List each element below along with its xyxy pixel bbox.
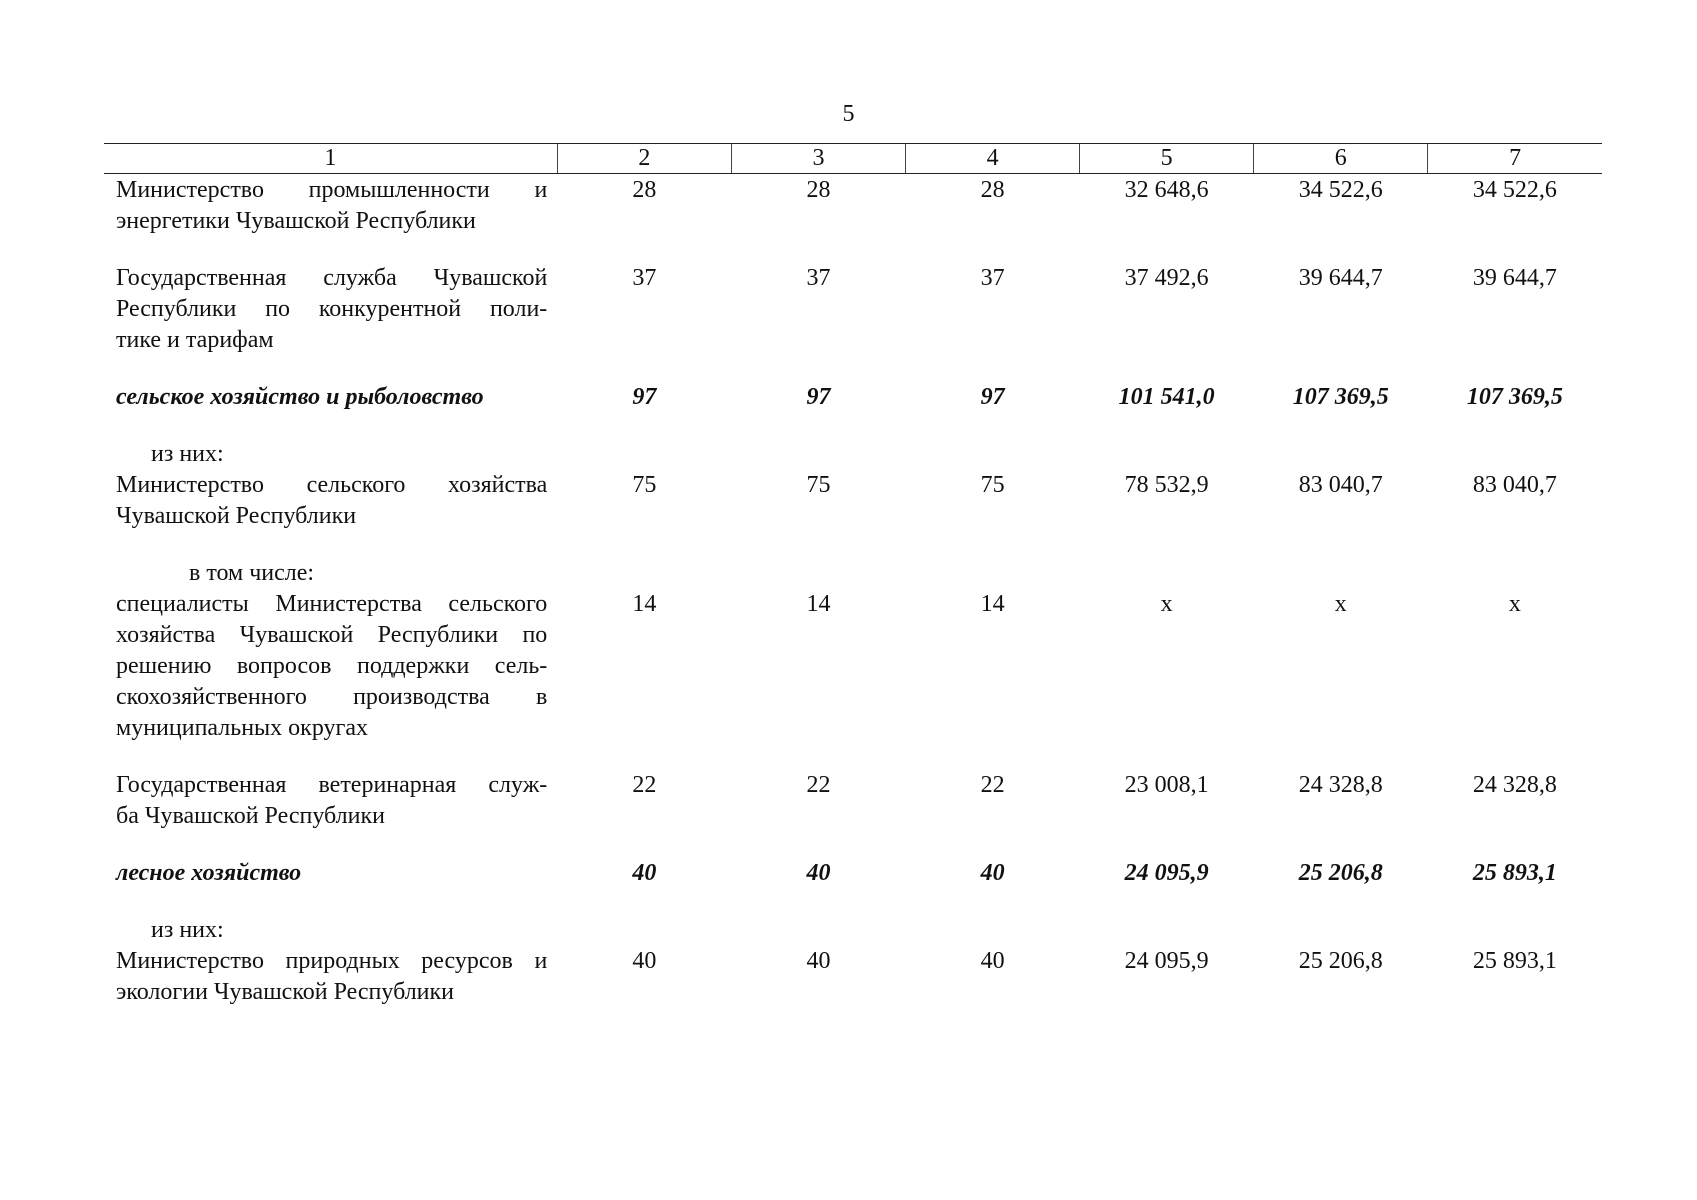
row-name-line: тике и тарифам [116, 327, 274, 353]
value-cell-col-2: 40 [632, 860, 657, 886]
column-header: 2 [557, 144, 731, 174]
value-cell-col-7: 24 328,8 [1472, 772, 1557, 798]
value-cell-col-4: 28 [980, 177, 1005, 203]
value-cell-col-7: 34 522,6 [1472, 177, 1557, 203]
value-cell-col-5: 32 648,6 [1124, 177, 1209, 203]
value-cell-col-4: 75 [980, 472, 1005, 498]
value-cell-col-3: 37 [806, 265, 831, 291]
row-name-line: Министерство сельского хозяйства [116, 472, 548, 498]
value-cell-col-4: 40 [980, 860, 1005, 886]
table-row [104, 413, 1602, 532]
value-cell-col-5: 37 492,6 [1124, 265, 1209, 291]
page-number: 5 [842, 101, 855, 127]
value-cell-col-5: 78 532,9 [1124, 472, 1209, 498]
row-name-line: скохозяйственного производства в [116, 684, 548, 710]
row-prefix-label: из них: [151, 441, 224, 467]
value-cell-col-7: 107 369,5 [1466, 384, 1563, 410]
value-cell-col-7: 39 644,7 [1472, 265, 1557, 291]
row-name-cell [104, 237, 557, 356]
row-prefix-label: в том числе: [189, 560, 315, 586]
row-name-cell [104, 413, 557, 532]
row-name-line: специалисты Министерства сельского [116, 591, 548, 617]
value-cell-col-2: 97 [632, 384, 657, 410]
row-name-cell [104, 832, 557, 889]
value-cell-col-6: 25 206,8 [1298, 948, 1383, 974]
row-name-line: энергетики Чувашской Республики [116, 208, 476, 234]
table-body [104, 174, 1602, 1009]
value-cell-col-7: 83 040,7 [1472, 472, 1557, 498]
value-cell-col-3: 14 [806, 591, 831, 617]
table-row [104, 237, 1602, 356]
row-name-line: хозяйства Чувашской Республики по [116, 622, 548, 648]
value-cell-col-2: 37 [632, 265, 657, 291]
value-cell-col-5: х [1160, 591, 1173, 617]
value-cell-col-6: 107 369,5 [1292, 384, 1389, 410]
value-cell-col-7: х [1508, 591, 1521, 617]
value-cell-col-5: 23 008,1 [1124, 772, 1209, 798]
data-table [104, 143, 1602, 1008]
table-row [104, 889, 1602, 1008]
value-cell-col-5: 24 095,9 [1124, 860, 1209, 886]
value-cell-col-3: 97 [806, 384, 831, 410]
column-header: 1 [104, 144, 557, 174]
row-name-cell [104, 532, 557, 744]
column-header: 3 [731, 144, 905, 174]
row-name-cell [104, 889, 557, 1008]
row-name-line: лесное хозяйство [116, 860, 302, 886]
table-row-section [104, 356, 1602, 413]
row-name-line: Министерство промышленности и [116, 177, 548, 203]
value-cell-col-6: 34 522,6 [1298, 177, 1383, 203]
table-row-section [104, 832, 1602, 889]
value-cell-col-3: 22 [806, 772, 831, 798]
value-cell-col-2: 75 [632, 472, 657, 498]
row-prefix-label: из них: [151, 917, 224, 943]
value-cell-col-3: 28 [806, 177, 831, 203]
value-cell-col-7: 25 893,1 [1472, 948, 1557, 974]
row-name-line: экологии Чувашской Республики [116, 979, 455, 1005]
value-cell-col-5: 24 095,9 [1124, 948, 1209, 974]
column-header: 7 [1428, 144, 1602, 174]
value-cell-col-4: 22 [980, 772, 1005, 798]
value-cell-col-6: 24 328,8 [1298, 772, 1383, 798]
value-cell-col-2: 14 [632, 591, 657, 617]
row-name-line: Республики по конкурентной поли- [116, 296, 548, 322]
value-cell-col-3: 40 [806, 948, 831, 974]
value-cell-col-7: 25 893,1 [1472, 860, 1557, 886]
row-name-line: сельское хозяйство и рыболовство [116, 384, 484, 410]
value-cell-col-5: 101 541,0 [1118, 384, 1215, 410]
value-cell-col-2: 22 [632, 772, 657, 798]
row-name-line: ба Чувашской Республики [116, 803, 385, 829]
value-cell-col-3: 75 [806, 472, 831, 498]
column-header: 5 [1080, 144, 1254, 174]
value-cell-col-6: 83 040,7 [1298, 472, 1383, 498]
row-name-cell [104, 356, 557, 413]
value-cell-col-6: 25 206,8 [1298, 860, 1383, 886]
row-name-line: муниципальных округах [116, 715, 368, 741]
header-row [104, 144, 1602, 174]
row-name-cell [104, 174, 557, 238]
value-cell-col-4: 97 [980, 384, 1005, 410]
row-name-line: решению вопросов поддержки сель- [116, 653, 548, 679]
value-cell-col-4: 40 [980, 948, 1005, 974]
column-header: 6 [1254, 144, 1428, 174]
row-name-line: Государственная служба Чувашской [116, 265, 548, 291]
value-cell-col-3: 40 [806, 860, 831, 886]
column-header: 4 [906, 144, 1080, 174]
value-cell-col-2: 28 [632, 177, 657, 203]
row-name-line: Государственная ветеринарная служ- [116, 772, 548, 798]
value-cell-col-4: 14 [980, 591, 1005, 617]
value-cell-col-6: х [1334, 591, 1347, 617]
row-name-cell [104, 744, 557, 832]
value-cell-col-4: 37 [980, 265, 1005, 291]
row-name-line: Чувашской Республики [116, 503, 357, 529]
value-cell-col-6: 39 644,7 [1298, 265, 1383, 291]
table-row [104, 744, 1602, 832]
row-name-line: Министерство природных ресурсов и [116, 948, 548, 974]
value-cell-col-2: 40 [632, 948, 657, 974]
table-row [104, 174, 1602, 238]
table-row [104, 532, 1602, 744]
